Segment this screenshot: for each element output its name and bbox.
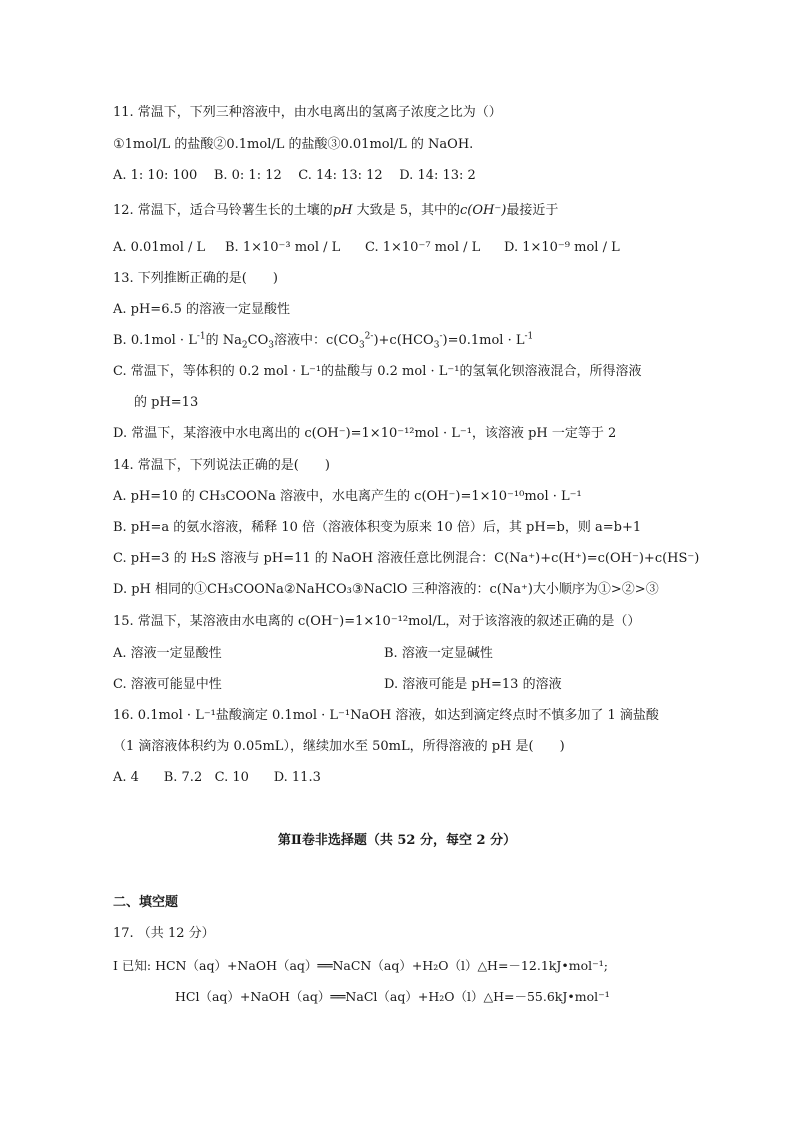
q11-stem: 11. 常温下，下列三种溶液中，由水电离出的氢离子浓度之比为（）	[113, 105, 502, 120]
q11-options: A. 1: 10: 100 B. 0: 1: 12 C. 14: 13: 12 D. 14: 13: 2	[113, 168, 476, 183]
q12-stem	[113, 203, 558, 219]
q12-option-a: A. 0.01mol / L	[113, 240, 206, 255]
q12-stem-c: 最接近于	[506, 203, 559, 218]
q14-option-d: D. pH 相同的①CH₃COONa②NaHCO₃③NaClO 三种溶液的：c(Na⁺)大小顺序为①>②>③	[113, 582, 659, 597]
q12-stem-b: 大致是 5，其中的	[352, 203, 461, 218]
q13-option-c-line2: 的 pH=13	[134, 395, 199, 410]
q12-c-oh: c(OH⁻)	[460, 203, 507, 218]
q13-option-b: B. $0.1mol \cdot L^{-1}$的 $Na_2CO_3$溶液中：$c(CO_3^{2-})+c(HCO_3^-)=0.1mol \cdot L^{-1}$	[113, 331, 534, 351]
q14-option-b: B. pH=a 的氨水溶液，稀释 10 倍（溶液体积变为原来 10 倍）后，其 pH=b，则 a=b+1	[113, 520, 642, 535]
q12-stem-a: 12. 常温下，适合马铃薯生长的土壤的	[113, 203, 333, 218]
q15-option-b: B. 溶液一定显碱性	[384, 646, 493, 661]
section2-title: 第Ⅱ卷非选择题（共 52 分，每空 2 分）	[277, 833, 517, 848]
q16-options: A. 4 B. 7.2 C. 10 D. 11.3	[113, 770, 321, 785]
q17-equation2: HCl（aq）+NaOH（aq）══NaCl（aq）+H₂O（l）△H=－55.6kJ•mol⁻¹	[175, 989, 610, 1004]
q12-option-b: B. 1×10⁻³ mol / L	[225, 240, 341, 255]
q14-option-c: C. pH=3 的 H₂S 溶液与 pH=11 的 NaOH 溶液任意比例混合：C(Na⁺)+c(H⁺)=c(OH⁻)+c(HS⁻)	[113, 551, 700, 566]
q13-option-c-line1: C. 常温下，等体积的 0.2 mol · L⁻¹的盐酸与 0.2 mol · L⁻¹的氢氧化钡溶液混合，所得溶液	[113, 364, 642, 379]
q15-stem: 15. 常温下，某溶液由水电离的 c(OH⁻)=1×10⁻¹²mol/L，对于该溶液的叙述正确的是（）	[113, 614, 641, 629]
q17-equation1: Ⅰ 已知: HCN（aq）+NaOH（aq）══NaCN（aq）+H₂O（l）△H=－12.1kJ•mol⁻¹;	[113, 958, 608, 973]
q12-option-c: C. 1×10⁻⁷ mol / L	[365, 240, 481, 255]
q13-option-a: A. pH=6.5 的溶液一定显酸性	[113, 302, 291, 317]
q12-option-d: D. 1×10⁻⁹ mol / L	[504, 240, 620, 255]
q14-stem: 14. 常温下，下列说法正确的是( )	[113, 458, 330, 473]
q15-option-d: D. 溶液可能是 pH=13 的溶液	[384, 677, 562, 692]
q16-stem-line2: （1 滴溶液体积约为 0.05mL），继续加水至 50mL，所得溶液的 pH 是( )	[113, 739, 565, 754]
q12-ph: pH	[332, 203, 353, 218]
q11-items: ①1mol/L 的盐酸②0.1mol/L 的盐酸③0.01mol/L 的 NaOH.	[113, 137, 474, 152]
q14-option-a: A. pH=10 的 CH₃COONa 溶液中，水电离产生的 c(OH⁻)=1×10⁻¹⁰mol · L⁻¹	[113, 489, 582, 504]
q15-option-c: C. 溶液可能显中性	[113, 677, 222, 692]
part2-heading: 二、填空题	[113, 895, 179, 910]
q16-stem-line1: 16. 0.1mol · L⁻¹盐酸滴定 0.1mol · L⁻¹NaOH 溶液，如达到滴定终点时不慎多加了 1 滴盐酸	[113, 708, 659, 723]
q15-option-a: A. 溶液一定显酸性	[113, 646, 222, 661]
q17-header: 17. （共 12 分）	[113, 926, 215, 941]
q13-option-d: D. 常温下，某溶液中水电离出的 c(OH⁻)=1×10⁻¹²mol · L⁻¹，该溶液 pH 一定等于 2	[113, 426, 617, 441]
q13-stem: 13. 下列推断正确的是( )	[113, 271, 278, 286]
